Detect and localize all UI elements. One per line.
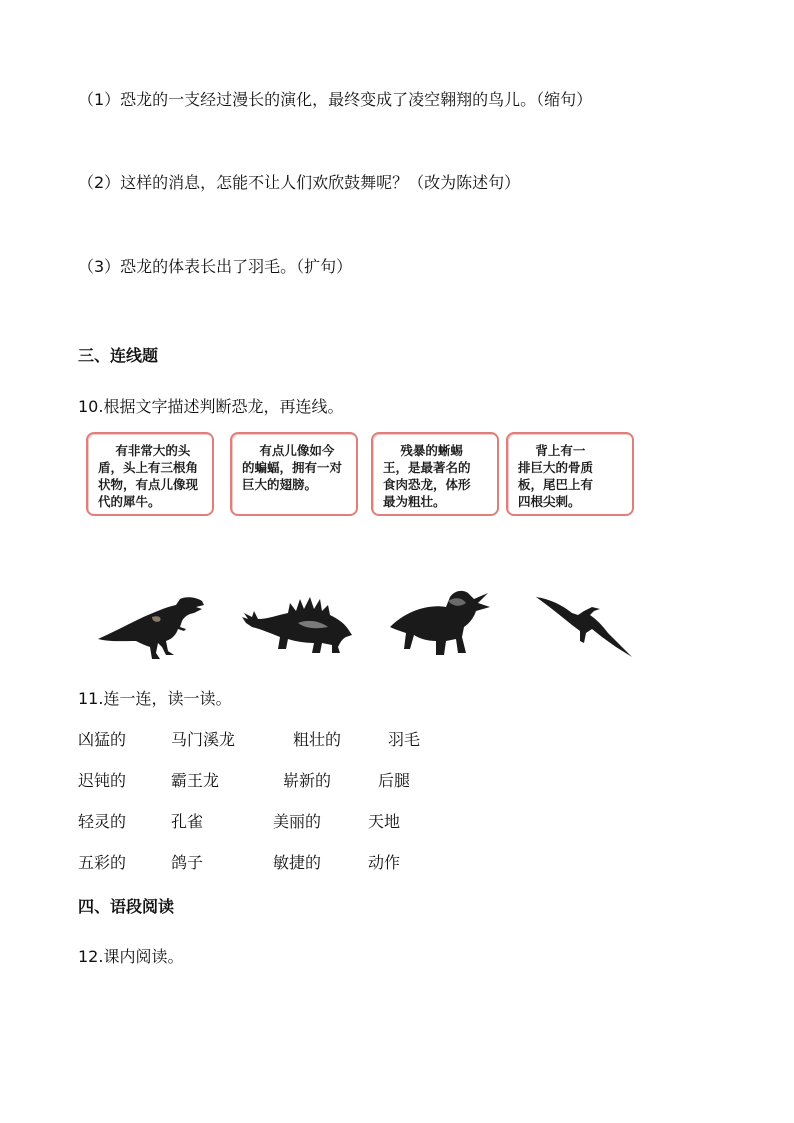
exercise-1: （1）恐龙的一支经过漫长的演化，最终变成了凌空翱翔的鸟儿。（缩句） [78, 90, 593, 109]
word-adjective[interactable]: 凶猛的 [78, 730, 127, 749]
exercise-2: （2）这样的消息，怎能不让人们欢欣鼓舞呢？（改为陈述句） [78, 173, 521, 192]
card-triceratops[interactable]: 有非常大的头 盾，头上有三根角 状物，有点儿像现 代的犀牛。 [86, 432, 214, 516]
question-12: 12.课内阅读。 [78, 947, 184, 966]
word-adjective[interactable]: 五彩的 [78, 853, 127, 872]
card-pterosaur[interactable]: 有点儿像如今 的蝙蝠，拥有一对 巨大的翅膀。 [230, 432, 358, 516]
question-10: 10.根据文字描述判断恐龙，再连线。 [78, 397, 344, 416]
word-noun[interactable]: 羽毛 [388, 730, 421, 749]
word-noun[interactable]: 孔雀 [171, 812, 204, 831]
card-tyrannosaurus[interactable]: 残暴的蜥蜴 王，是最著名的 食肉恐龙，体形 最为粗壮。 [371, 432, 499, 516]
word-adjective[interactable]: 粗壮的 [293, 730, 342, 749]
exercise-3: （3）恐龙的体表长出了羽毛。（扩句） [78, 257, 353, 276]
stegosaurus-silhouette[interactable] [242, 589, 354, 657]
section-3-heading: 三、连线题 [78, 346, 159, 365]
dinosaur-pictures [90, 585, 640, 665]
word-adjective[interactable]: 敏捷的 [273, 853, 322, 872]
word-noun[interactable]: 霸王龙 [171, 771, 220, 790]
word-noun[interactable]: 天地 [368, 812, 401, 831]
word-noun[interactable]: 马门溪龙 [171, 730, 236, 749]
word-adjective[interactable]: 迟钝的 [78, 771, 127, 790]
description-cards [86, 432, 631, 520]
word-adjective[interactable]: 轻灵的 [78, 812, 127, 831]
tyrannosaurus-silhouette[interactable] [96, 591, 208, 661]
word-noun[interactable]: 后腿 [378, 771, 411, 790]
word-noun[interactable]: 动作 [368, 853, 401, 872]
card-stegosaurus[interactable]: 背上有一 排巨大的骨质 板，尾巴上有 四根尖刺。 [506, 432, 634, 516]
word-adjective[interactable]: 美丽的 [273, 812, 322, 831]
section-4-heading: 四、语段阅读 [78, 897, 175, 916]
word-noun[interactable]: 鸽子 [171, 853, 204, 872]
triceratops-silhouette[interactable] [388, 587, 492, 659]
question-11: 11.连一连，读一读。 [78, 689, 232, 708]
pterosaur-silhouette[interactable] [536, 593, 634, 659]
word-adjective[interactable]: 崭新的 [283, 771, 332, 790]
